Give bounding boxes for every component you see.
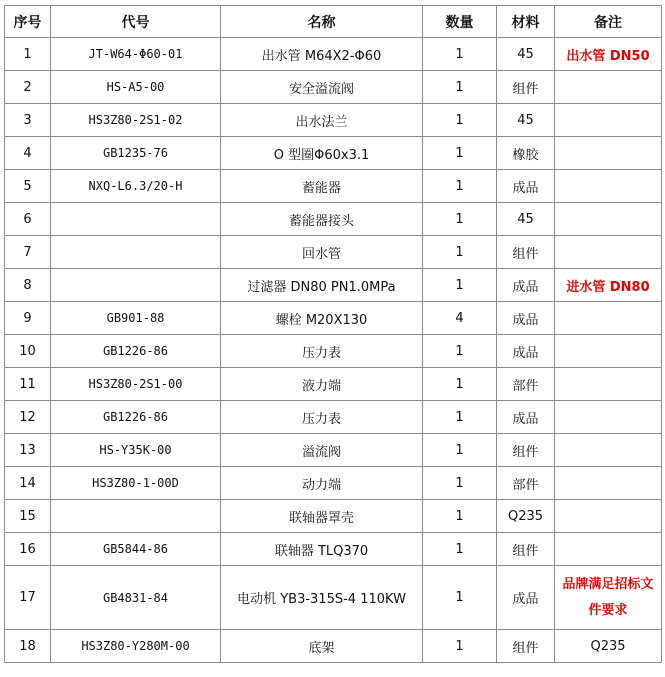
cell-material: 成品 [497,302,555,335]
cell-code: HS3Z80-2S1-02 [51,104,221,137]
cell-seq: 9 [5,302,51,335]
cell-name: 液力端 [221,368,423,401]
cell-seq: 15 [5,500,51,533]
cell-name: 出水法兰 [221,104,423,137]
cell-material: 组件 [497,236,555,269]
cell-qty: 1 [423,104,497,137]
table-row [5,630,662,663]
header-remark: 备注 [555,6,662,38]
cell-material: 组件 [497,71,555,104]
cell-material: 45 [497,104,555,137]
cell-qty: 1 [423,269,497,302]
table-row [5,137,662,170]
cell-material: 部件 [497,467,555,500]
header-name: 名称 [221,6,423,38]
cell-code: HS-A5-00 [51,71,221,104]
cell-seq: 4 [5,137,51,170]
cell-seq: 6 [5,203,51,236]
cell-qty: 1 [423,203,497,236]
header-code: 代号 [51,6,221,38]
table-row [5,500,662,533]
cell-seq: 12 [5,401,51,434]
cell-name: 溢流阀 [221,434,423,467]
bom-body [5,38,662,663]
cell-code: NXQ-L6.3/20-H [51,170,221,203]
cell-code [51,236,221,269]
cell-material: 成品 [497,269,555,302]
cell-qty: 1 [423,137,497,170]
cell-qty: 1 [423,38,497,71]
cell-name: O 型圈Φ60x3.1 [221,137,423,170]
cell-name: 电动机 YB3-315S-4 110KW [221,566,423,630]
table-row [5,434,662,467]
cell-name: 蓄能器接头 [221,203,423,236]
cell-seq: 1 [5,38,51,71]
cell-code: HS3Z80-2S1-00 [51,368,221,401]
cell-code [51,500,221,533]
cell-name: 蓄能器 [221,170,423,203]
cell-seq: 14 [5,467,51,500]
cell-name: 底架 [221,630,423,663]
cell-code: HS3Z80-1-00D [51,467,221,500]
cell-seq: 17 [5,566,51,630]
cell-name: 回水管 [221,236,423,269]
cell-seq: 7 [5,236,51,269]
cell-seq: 16 [5,533,51,566]
cell-qty: 1 [423,434,497,467]
table-row [5,170,662,203]
cell-qty: 1 [423,630,497,663]
cell-qty: 1 [423,335,497,368]
cell-name: 动力端 [221,467,423,500]
cell-remark [555,533,662,566]
cell-material: 组件 [497,434,555,467]
cell-qty: 4 [423,302,497,335]
cell-qty: 1 [423,467,497,500]
cell-remark [555,236,662,269]
cell-material: 成品 [497,170,555,203]
cell-material: 橡胶 [497,137,555,170]
cell-qty: 1 [423,170,497,203]
cell-remark [555,500,662,533]
cell-name: 出水管 M64X2-Φ60 [221,38,423,71]
cell-remark [555,203,662,236]
cell-remark: 出水管 DN50 [555,38,662,71]
cell-seq: 18 [5,630,51,663]
cell-remark [555,368,662,401]
cell-qty: 1 [423,71,497,104]
cell-code [51,269,221,302]
table-row [5,467,662,500]
cell-material: Q235 [497,500,555,533]
cell-name: 压力表 [221,335,423,368]
cell-material: 组件 [497,630,555,663]
table-row [5,533,662,566]
table-row [5,71,662,104]
cell-code: JT-W64-Φ60-01 [51,38,221,71]
cell-remark: 品牌满足招标文件要求 [555,566,662,630]
cell-code: GB1235-76 [51,137,221,170]
cell-remark [555,104,662,137]
cell-remark [555,335,662,368]
cell-code: GB1226-86 [51,335,221,368]
table-row [5,566,662,630]
table-row [5,269,662,302]
cell-material: 45 [497,203,555,236]
table-row [5,368,662,401]
cell-remark [555,71,662,104]
cell-qty: 1 [423,236,497,269]
header-row [5,6,662,38]
cell-seq: 5 [5,170,51,203]
cell-code: HS3Z80-Y280M-00 [51,630,221,663]
cell-code: GB901-88 [51,302,221,335]
header-seq: 序号 [5,6,51,38]
cell-code: GB1226-86 [51,401,221,434]
cell-material: 成品 [497,566,555,630]
cell-remark [555,401,662,434]
cell-seq: 8 [5,269,51,302]
cell-material: 部件 [497,368,555,401]
cell-name: 联轴器罩壳 [221,500,423,533]
cell-remark [555,434,662,467]
cell-remark [555,170,662,203]
table-row [5,401,662,434]
cell-qty: 1 [423,368,497,401]
cell-seq: 3 [5,104,51,137]
cell-seq: 10 [5,335,51,368]
table-row [5,335,662,368]
table-row [5,38,662,71]
cell-qty: 1 [423,500,497,533]
cell-qty: 1 [423,533,497,566]
cell-code: GB5844-86 [51,533,221,566]
cell-material: 成品 [497,401,555,434]
table-row [5,236,662,269]
cell-material: 成品 [497,335,555,368]
cell-qty: 1 [423,566,497,630]
header-material: 材料 [497,6,555,38]
cell-material: 组件 [497,533,555,566]
cell-remark: 进水管 DN80 [555,269,662,302]
cell-material: 45 [497,38,555,71]
cell-seq: 11 [5,368,51,401]
bom-table [4,5,662,663]
cell-name: 过滤器 DN80 PN1.0MPa [221,269,423,302]
cell-name: 压力表 [221,401,423,434]
header-qty: 数量 [423,6,497,38]
cell-name: 螺栓 M20X130 [221,302,423,335]
cell-qty: 1 [423,401,497,434]
cell-seq: 13 [5,434,51,467]
cell-remark [555,467,662,500]
cell-name: 安全溢流阀 [221,71,423,104]
cell-code: HS-Y35K-00 [51,434,221,467]
cell-remark [555,137,662,170]
cell-remark: Q235 [555,630,662,663]
cell-name: 联轴器 TLQ370 [221,533,423,566]
table-row [5,302,662,335]
cell-seq: 2 [5,71,51,104]
cell-code: GB4831-84 [51,566,221,630]
table-row [5,104,662,137]
cell-code [51,203,221,236]
cell-remark [555,302,662,335]
table-row [5,203,662,236]
